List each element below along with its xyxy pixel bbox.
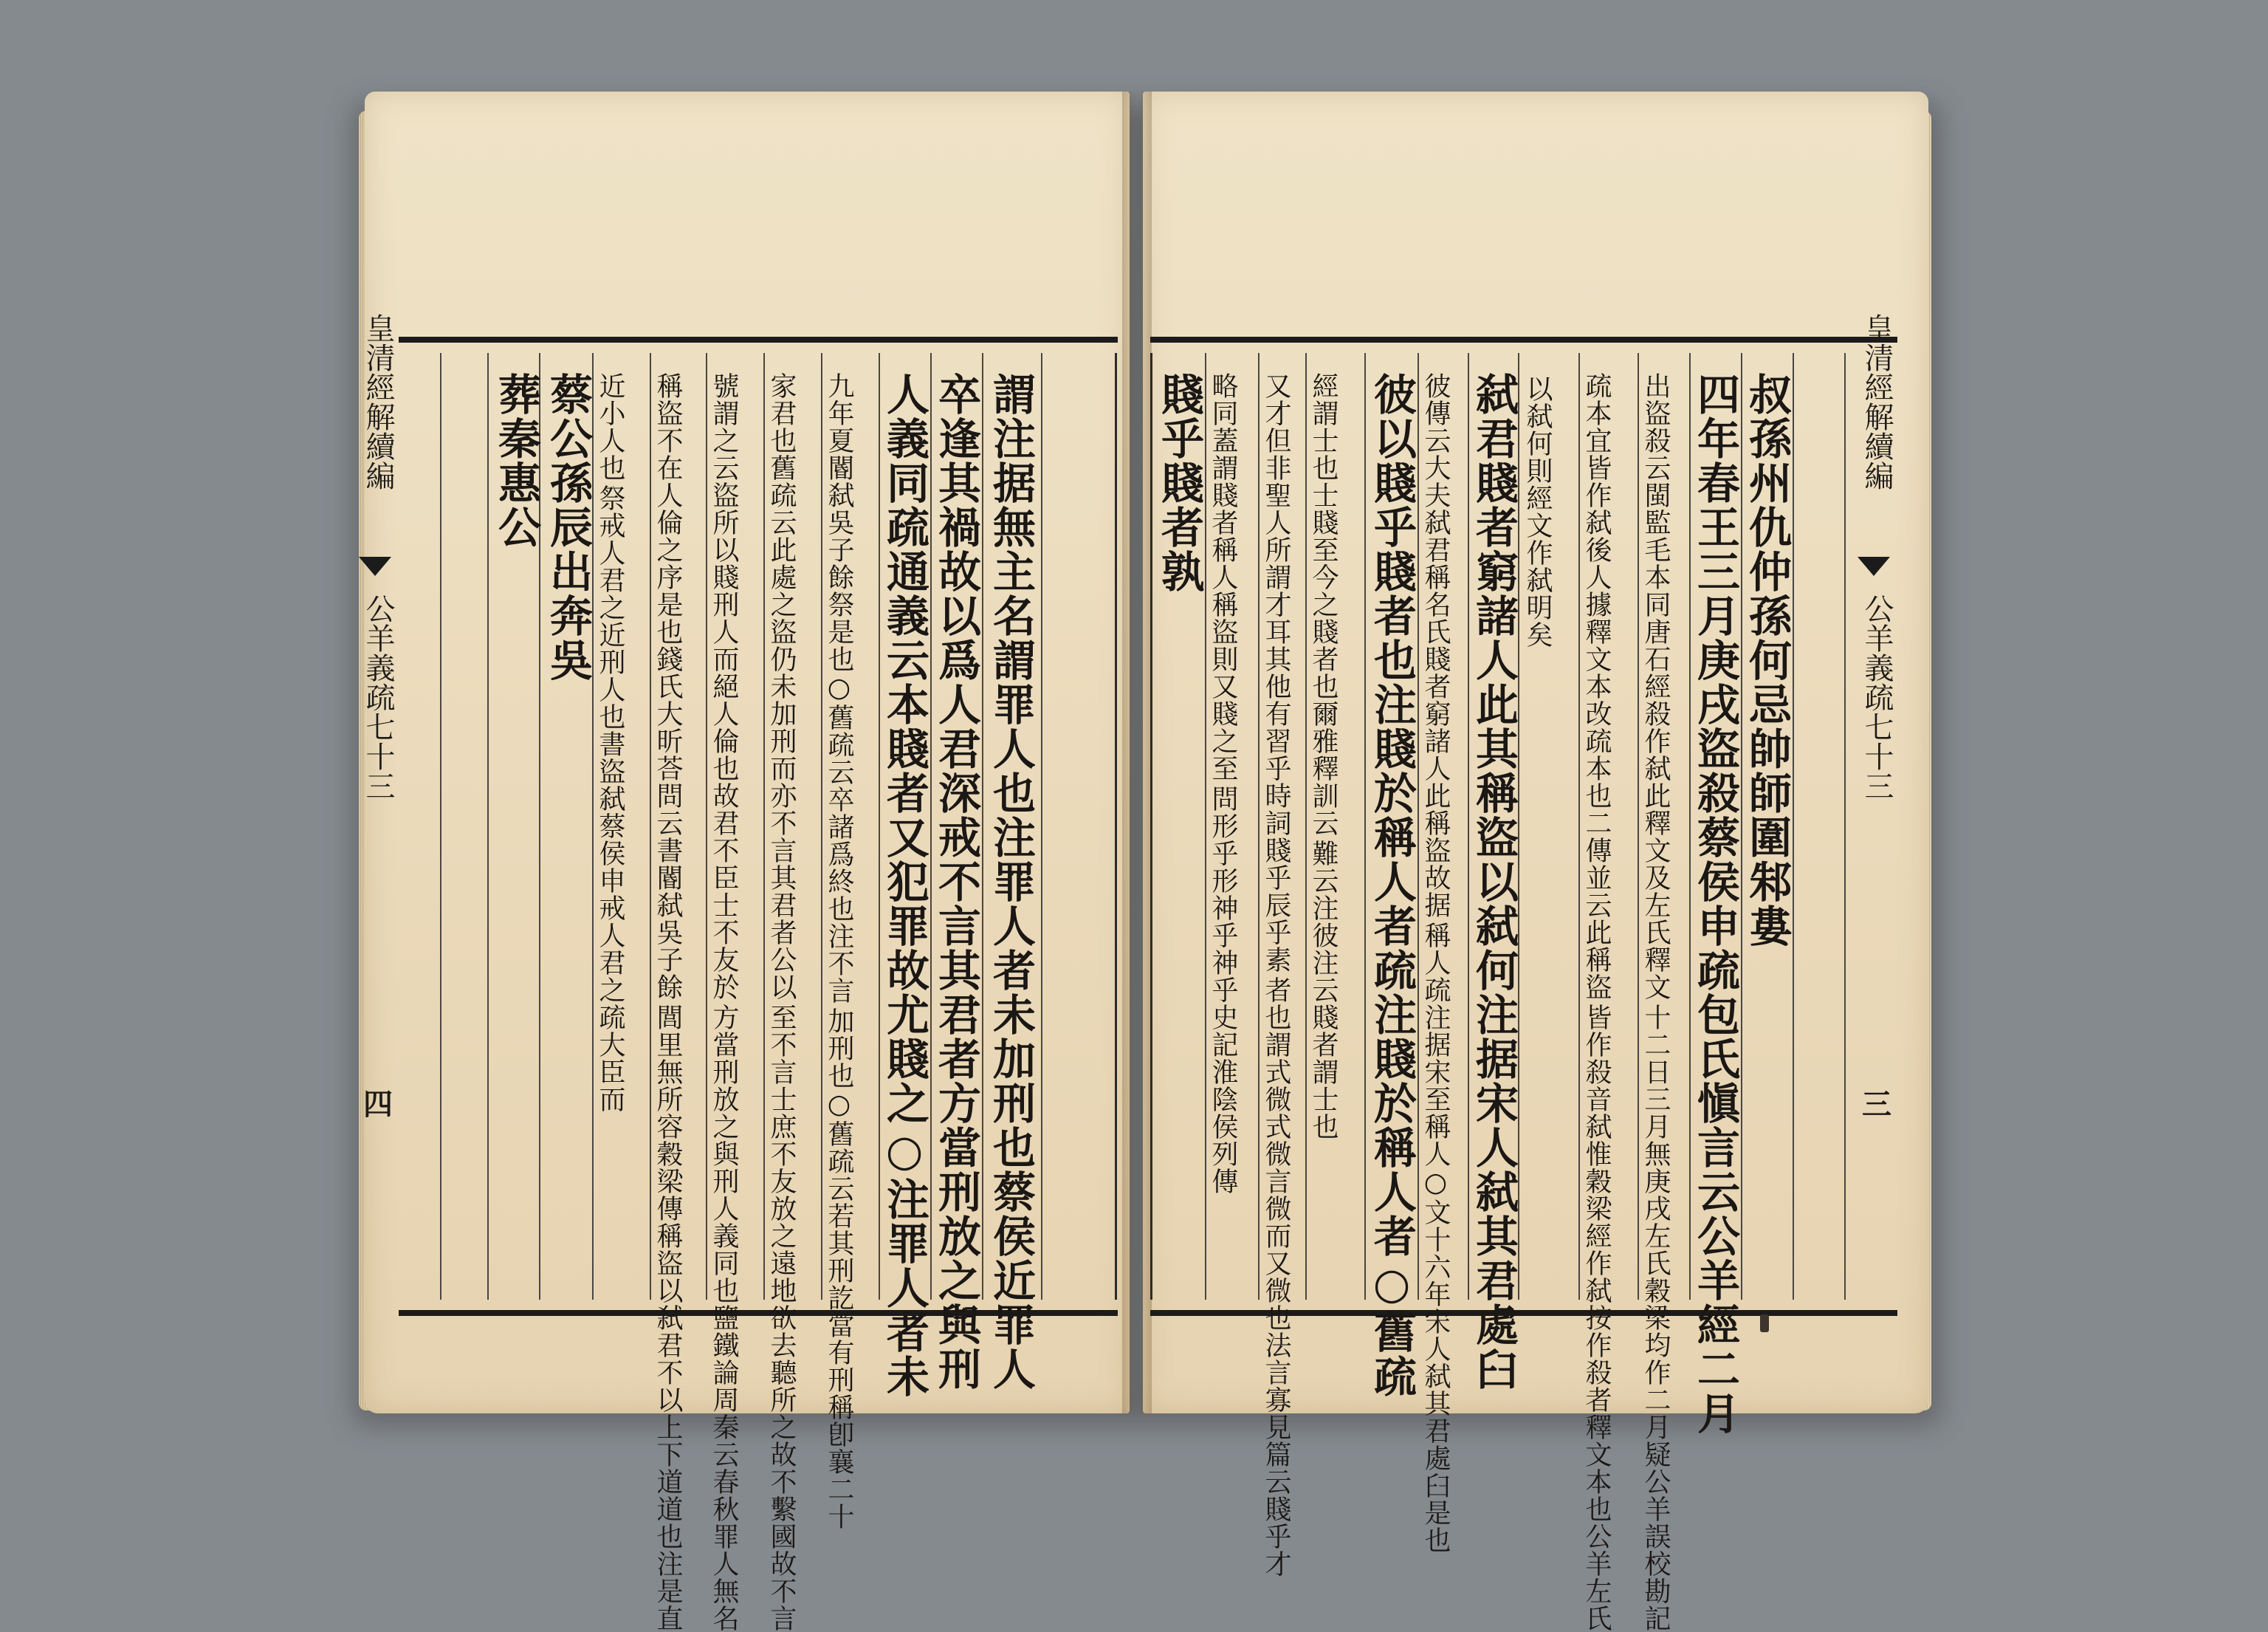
text-column-l4 <box>824 372 854 1530</box>
text-column-r11 <box>1209 372 1236 1288</box>
right-text-frame <box>1150 313 1897 1632</box>
annotation-line: 難云注彼注云賤者謂士也 <box>1308 840 1339 1140</box>
fishtail-mark <box>359 557 391 576</box>
text-column-r8: 彼以賤乎賤者也注賤於稱人者疏注賤於稱人者○舊疏 <box>1367 372 1417 1399</box>
annotation-line: 稱人疏注据宋至稱人○文十六年宋人弑其君處臼是也 <box>1420 922 1451 1554</box>
text-column-l6 <box>709 372 739 1632</box>
column-separator <box>706 353 707 1300</box>
annotation-line: 經謂士也士賤至今之賤者也爾雅釋訓云 <box>1308 372 1339 837</box>
annotation-line: 加刑也○舊疏云若其刑訖當有刑稱卽襄二十 <box>824 1007 854 1530</box>
frame-rule <box>1150 353 1152 1300</box>
left-text-frame <box>361 313 1118 1632</box>
annotation-line: 出盜殺云閩監毛本同唐石經殺作弑此釋文及左氏釋文 <box>1640 372 1671 1001</box>
annotation-line: 略同蓋謂賤者稱人稱盜則又賤之至 <box>1208 372 1238 782</box>
annotation-line: 至不言士庶不友放之遠地欲去聽所之故不繫國故不言 <box>766 1004 797 1632</box>
frame-rule <box>1115 353 1117 1300</box>
column-separator <box>1364 353 1366 1300</box>
column-separator <box>487 353 489 1300</box>
page-number: 四 <box>363 1087 393 1122</box>
binding-mark <box>1760 1314 1769 1332</box>
annotation-line: 號謂之云盜所以賤刑人而絕人倫也故君不臣士不友於 <box>709 372 739 1001</box>
annotation-line: 家君也舊疏云此處之盜仍未加刑而亦不言其君者公以 <box>766 372 797 1001</box>
book-gutter <box>1122 92 1152 1413</box>
column-separator <box>440 353 441 1300</box>
annotation-line: 閭里無所容穀梁傳稱盜以弑君不以上下道道也注是直 <box>653 1004 683 1632</box>
fishtail-mark <box>1858 557 1890 576</box>
column-separator <box>1258 353 1260 1300</box>
banxin-subtitle: 公羊義疏七十三 <box>361 594 395 800</box>
column-separator <box>1041 353 1042 1300</box>
column-separator <box>1205 353 1206 1300</box>
text-column-l9: 蔡公孫辰出奔吳 <box>543 372 593 682</box>
text-column-l8 <box>597 372 623 1288</box>
annotation-line: 祭戒人君之近刑人也書盜弑蔡侯申戒人君之疏大臣而 <box>595 484 625 1113</box>
column-separator <box>763 353 765 1300</box>
column-separator <box>1418 353 1419 1300</box>
text-column-r12: 賤乎賤者孰 <box>1154 372 1204 594</box>
banxin-title: 皇清經解續編 <box>1860 313 1894 490</box>
text-column-r1: 叔孫州仇仲孫何忌帥師圍邾婁 <box>1742 372 1792 948</box>
text-column-r10 <box>1261 372 1291 1577</box>
column-separator <box>1578 353 1580 1300</box>
text-column-r2: 四年春王三月庚戌盜殺蔡侯申疏包氏愼言云公羊經二月 <box>1690 372 1740 1436</box>
annotation-line: 皆作殺音弑惟穀梁經作弑按作殺者釋文本也公羊左氏 <box>1581 1004 1612 1632</box>
annotation-line: 問形乎形神乎神乎史記淮陰侯列傳 <box>1208 785 1238 1195</box>
banxin-subtitle: 公羊義疏七十三 <box>1860 594 1894 800</box>
column-separator <box>1305 353 1307 1300</box>
text-column-l10: 葬秦惠公 <box>491 372 541 549</box>
text-column-r7 <box>1420 372 1451 1554</box>
text-column-r6: 弑君賤者窮諸人此其稱盜以弑何注据宋人弑其君處臼 <box>1468 372 1519 1391</box>
annotation-line: 稱盜不在人倫之序是也錢氏大昕荅問云書閽弑吳子餘 <box>653 372 683 1001</box>
annotation-line: 者也謂式微式微言微而又微也法言寡見篇云賤乎才 <box>1261 976 1291 1577</box>
annotation-line: 九年夏閽弑吳子餘祭是也○舊疏云卒諸爲終也注不言 <box>824 372 854 1004</box>
text-column-l5 <box>766 372 797 1632</box>
annotation-line: 十二日三月無庚戌左氏穀梁均作二月疑公羊誤校勘記 <box>1640 1004 1671 1632</box>
text-column-r9 <box>1308 372 1339 1288</box>
text-column-l7 <box>653 372 683 1632</box>
text-column-r3 <box>1640 372 1671 1632</box>
annotation-line: 以弑何則經文作弑明矣 <box>1522 375 1553 648</box>
text-column-r5 <box>1522 372 1553 1288</box>
column-separator <box>1638 353 1639 1300</box>
annotation-line: 又才但非聖人所謂才耳其他有習乎時詞賤乎辰乎素 <box>1261 372 1291 973</box>
annotation-line: 近小人也 <box>595 372 625 481</box>
column-separator <box>821 353 822 1300</box>
text-column-r4 <box>1581 372 1612 1632</box>
column-separator <box>650 353 651 1300</box>
annotation-line: 方當刑放之與刑人義同也鹽鐵論周秦云春秋罪人無名 <box>709 1004 739 1632</box>
column-separator <box>1793 353 1794 1300</box>
text-column-l1: 謂注据無主名謂罪人也注罪人者未加刑也蔡侯近罪人 <box>986 372 1036 1391</box>
page-number: 三 <box>1862 1087 1891 1122</box>
banxin-title: 皇清經解續編 <box>361 313 395 490</box>
text-column-l3: 人義同疏通義云本賤者又犯罪故尤賤之○注罪人者未 <box>879 372 929 1399</box>
annotation-line: 彼傳云大夫弑君稱名氏賤者窮諸人此稱盜故据 <box>1420 372 1451 919</box>
column-separator <box>982 353 983 1300</box>
column-separator <box>1844 353 1846 1300</box>
text-column-l2: 卒逢其禍故以爲人君深戒不言其君者方當刑放之與刑 <box>931 372 981 1391</box>
annotation-line: 疏本宜皆作弑後人據釋文本改疏本也二傳並云此稱盜 <box>1581 372 1612 1001</box>
